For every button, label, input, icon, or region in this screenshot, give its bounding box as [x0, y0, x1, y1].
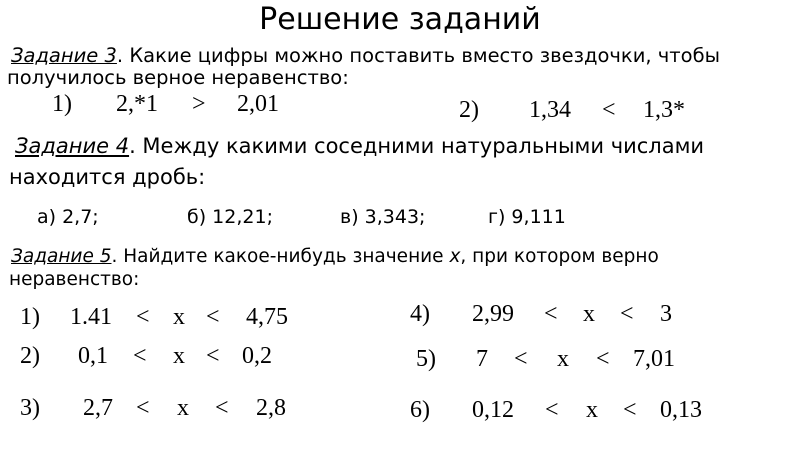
task5-item-1-b: 4,75 [246, 304, 288, 330]
task3-item-1-op: > [192, 91, 206, 117]
task5-item-6-b: 0,13 [660, 397, 702, 423]
task3-text-1: . Какие цифры можно поставить вместо звездочки, чтобы [116, 44, 721, 67]
task5-item-3-op1: < [136, 395, 150, 421]
task4-option-b: б) 12,21; [187, 206, 273, 228]
task5-item-2-a: 0,1 [78, 343, 108, 369]
task5-item-4-x: x [583, 301, 595, 327]
task4-line1 [15, 135, 704, 158]
task5-text-2: неравенство: [9, 269, 140, 290]
task5-item-5-a: 7 [476, 346, 488, 372]
task3-item-2-op: < [602, 97, 616, 123]
task5-item-5-x: x [557, 346, 569, 372]
task4-option-d: г) 9,111 [488, 206, 566, 228]
task5-item-2-num: 2) [20, 343, 40, 369]
task3-line1 [11, 44, 720, 67]
task3-item-2-right: 1,3* [643, 97, 685, 123]
task3-item-2-left: 1,34 [529, 97, 571, 123]
task5-text-1b: , при котором верно [460, 246, 659, 267]
task5-item-1-x: x [173, 304, 185, 330]
task5-item-4-num: 4) [410, 301, 430, 327]
task5-item-5-op1: < [514, 346, 528, 372]
task5-item-4-op1: < [544, 301, 558, 327]
task5-item-5-b: 7,01 [633, 346, 675, 372]
task5-item-1-op2: < [206, 304, 220, 330]
task5-item-2-b: 0,2 [242, 343, 272, 369]
task5-item-3-num: 3) [20, 395, 40, 421]
task5-item-6-num: 6) [410, 397, 430, 423]
task5-item-3-b: 2,8 [256, 395, 286, 421]
task5-item-1-num: 1) [20, 304, 40, 330]
task5-var: х [449, 246, 461, 267]
task3-item-1-num: 1) [52, 91, 72, 117]
task5-item-4-a: 2,99 [472, 301, 514, 327]
task4-option-a: а) 2,7; [37, 206, 99, 228]
page-title: Решение заданий [259, 2, 541, 37]
task5-item-1-a: 1.41 [70, 304, 112, 330]
task3-item-1-right: 2,01 [237, 91, 279, 117]
task5-item-4-op2: < [620, 301, 634, 327]
task5-line1 [11, 245, 659, 268]
task5-item-2-op1: < [133, 343, 147, 369]
task5-label: Задание 5 [11, 246, 112, 267]
task5-item-5-num: 5) [416, 346, 436, 372]
task5-item-2-x: x [173, 343, 185, 369]
task5-item-3-a: 2,7 [83, 395, 113, 421]
task5-item-3-x: x [177, 395, 189, 421]
task5-text-1a: . Найдите какое-нибудь значение [111, 246, 450, 267]
task3-label: Задание 3 [11, 44, 117, 67]
task5-item-6-op1: < [545, 397, 559, 423]
task5-item-6-a: 0,12 [472, 397, 514, 423]
task3-item-1-left: 2,*1 [116, 91, 158, 117]
task5-item-3-op2: < [215, 395, 229, 421]
task4-label: Задание 4 [15, 134, 130, 158]
task4-text-2: находится дробь: [9, 165, 206, 189]
task4-option-c: в) 3,343; [340, 206, 426, 228]
task3-text-2: получилось верное неравенство: [7, 66, 349, 89]
task3-item-2-num: 2) [459, 97, 479, 123]
task5-item-1-op1: < [136, 304, 150, 330]
task5-item-6-x: x [586, 397, 598, 423]
task5-item-4-b: 3 [660, 301, 672, 327]
task4-text-1: . Между какими соседними натуральными числами [129, 134, 705, 158]
task5-item-6-op2: < [623, 397, 637, 423]
task5-item-5-op2: < [596, 346, 610, 372]
task5-item-2-op2: < [206, 343, 220, 369]
